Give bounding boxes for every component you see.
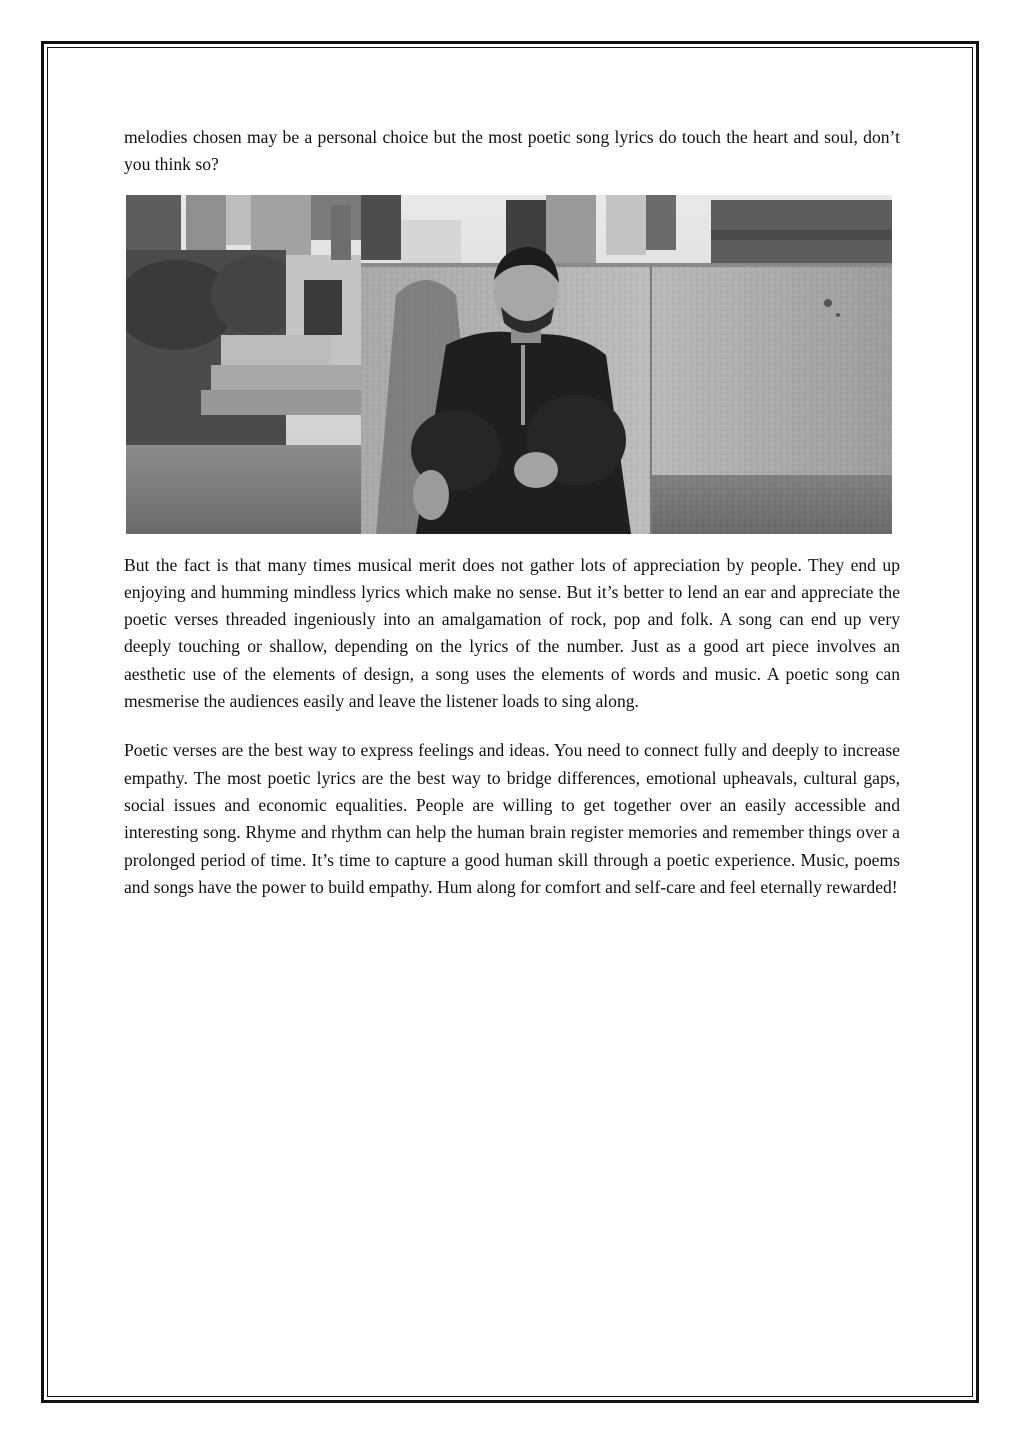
- man-sitting-by-wall-photo: [126, 195, 892, 534]
- body-paragraph-poetic-verses: Poetic verses are the best way to express feelings and ideas. You need to connect fully and deeply to increase empathy. The most poetic lyrics are the best way to bridge differences, emotional upheavals, cultural gaps, social issues and economic equalities. People are willing to get together over an easily accessible and interesting song. Rhyme and rhythm can help the human brain register memories and remember things over a prolonged period of time. It’s time to capture a good human skill through a poetic experience. Music, poems and songs have the power to build empathy. Hum along for comfort and self-care and feel eternally rewarded!: [124, 740, 900, 897]
- intro-paragraph: melodies chosen may be a personal choice but the most poetic song lyrics do touch the heart and soul, don’t you think so?: [124, 127, 900, 175]
- body-paragraph-musical-merit: But the fact is that many times musical merit does not gather lots of appreciation by people. They end up enjoying and humming mindless lyrics which make no sense. But it’s better to lend an ear and appreciate the poetic verses threaded ingeniously into an amalgamation of rock, pop and folk. A song can end up very deeply touching or shallow, depending on the lyrics of the number. Just as a good art piece involves an aesthetic use of the elements of design, a song uses the elements of words and music. A poetic song can mesmerise the audiences easily and leave the listener loads to sing along.: [124, 554, 900, 712]
- document-body: [124, 124, 900, 901]
